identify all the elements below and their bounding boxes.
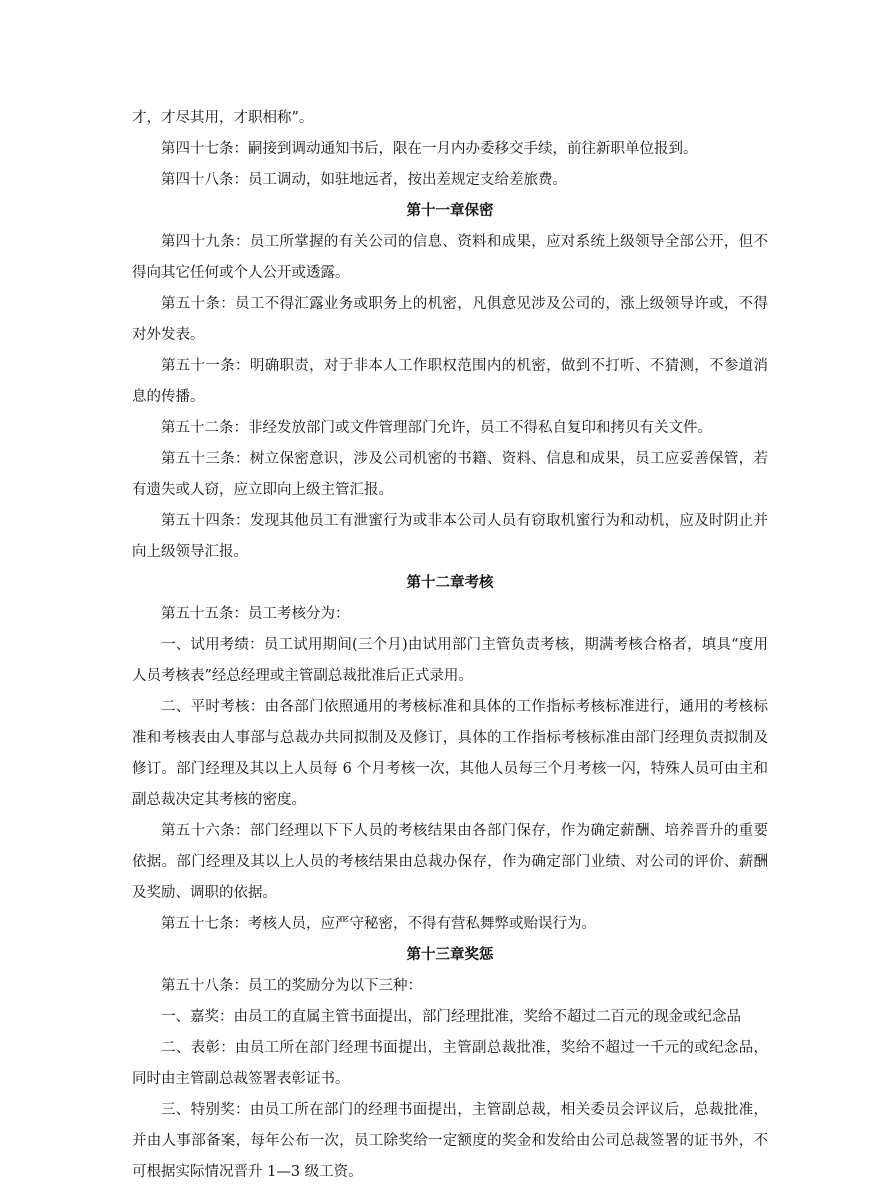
article-55: 第五十五条：员工考核分为： [161, 606, 350, 622]
article-55-item-2: 二、平时考核：由各部门依照通用的考核标准和具体的工作指标考核标准进行，通用的考核标准和考核表由人事部与总裁办共同拟制及及修订，具体的工作指标考核标准由部门经理负责拟制及修订。部门经理及其以上人员每 6 个月考核一次，其他人员每三个月考核一闪，特殊人员可由主和副总裁决定其考核的密度。 [132, 699, 768, 808]
article-58: 第五十八条：员工的奖励分为以下三种： [161, 978, 422, 994]
article-54: 第五十四条：发现其他员工有泄蜜行为或非本公司人员有窃取机蜜行为和动机，应及时阴止并向上级领导汇报。 [132, 513, 768, 560]
article-49: 第四十九条：员工所掌握的有关公司的信息、资料和成果，应对系统上级领导全部公开，但不得向其它任何或个人公开或透露。 [132, 234, 768, 281]
article-50: 第五十条：员工不得汇露业务或职务上的机密，凡俱意见涉及公司的，涨上级领导许或，不得对外发表。 [132, 296, 768, 343]
article-57: 第五十七条：考核人员，应严守秘密，不得有营私舞弊或贻误行为。 [161, 916, 596, 932]
article-53: 第五十三条：树立保密意识，涉及公司机密的书籍、资料、信息和成果，员工应妥善保管，若有遗失或人窃，应立即向上级主管汇报。 [132, 451, 768, 498]
chapter-13-heading: 第十三章奖惩 [406, 947, 494, 963]
document-page [132, 103, 768, 1188]
article-52: 第五十二条：非经发放部门或文件管理部门允许，员工不得私自复印和拷贝有关文件。 [161, 420, 712, 436]
article-51: 第五十一条：明确职责，对于非本人工作职权范围内的机密，做到不打听、不猜测，不参道消息的传播。 [132, 358, 768, 405]
article-58-item-2: 二、表彰：由员工所在部门经理书面提出，主管副总裁批准，奖给不超过一千元的或纪念品，同时由主管副总裁签署表彰证书。 [132, 1040, 768, 1087]
article-55-item-1: 一、试用考绩：员工试用期间(三个月)由试用部门主管负责考核，期满考核合格者，填具“度用人员考核表”经总经理或主管副总裁批准后正式录用。 [132, 637, 768, 684]
chapter-11-heading: 第十一章保密 [406, 203, 494, 219]
article-56: 第五十六条：部门经理以下下人员的考核结果由各部门保存，作为确定薪酬、培养晋升的重要依据。部门经理及其以上人员的考核结果由总裁办保存，作为确定部门业绩、对公司的评价、薪酬及奖励、调职的依据。 [132, 823, 768, 901]
article-47: 第四十七条：嗣接到调动通知书后，限在一月内办委移交手续，前往新职单位报到。 [161, 141, 698, 157]
article-48: 第四十八条：员工调动，如驻地远者，按出差规定支给差旅费。 [161, 172, 567, 188]
paragraph-continuation: 才，才尽其用，才职相称”。 [132, 110, 314, 126]
article-58-item-3: 三、特别奖：由员工所在部门的经理书面提出，主管副总裁，相关委员会评议后，总裁批准，并由人事部备案，每年公布一次，员工除奖给一定额度的奖金和发给由公司总裁签署的证书外，不可根据实际情况晋升 1—3 级工资。 [132, 1102, 768, 1180]
article-58-item-1: 一、嘉奖：由员工的直属主管书面提出，部门经理批准，奖给不超过二百元的现金或纪念品 [161, 1009, 741, 1025]
chapter-12-heading: 第十二章考核 [406, 575, 494, 591]
